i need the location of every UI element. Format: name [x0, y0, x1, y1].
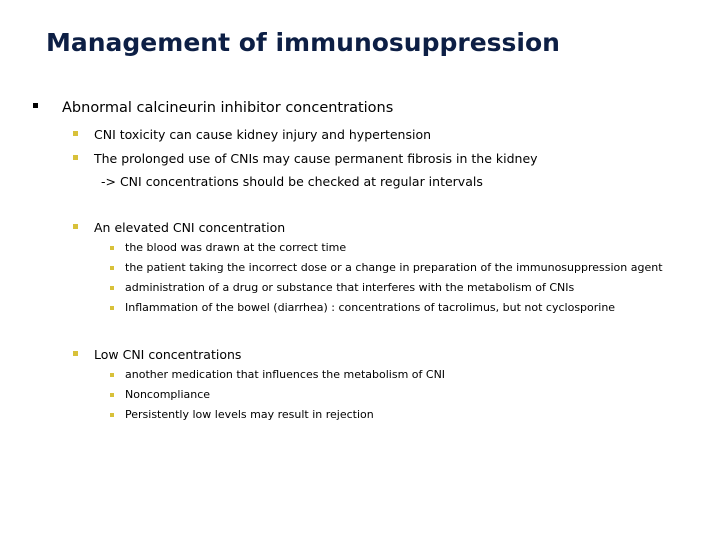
bullet-marker [110, 266, 114, 270]
bullet-marker [73, 224, 78, 229]
elevated-item: Inflammation of the bowel (diarrhea) : concentrations of tacrolimus, but not cyclosporine [125, 301, 616, 314]
bullet-marker [33, 103, 38, 108]
elevated-item: the blood was drawn at the correct time [125, 241, 347, 254]
elevated-item: administration of a drug or substance that interferes with the metabolism of CNIs [125, 281, 575, 294]
bullet-marker [110, 393, 114, 397]
slide-title: Management of immunosuppression [46, 28, 560, 57]
bullet-level1: Abnormal calcineurin inhibitor concentrations [62, 100, 394, 116]
low-item: another medication that influences the metabolism of CNI [125, 368, 446, 381]
bullet-point: CNI toxicity can cause kidney injury and hypertension [94, 127, 432, 142]
bullet-marker [110, 373, 114, 377]
elevated-item: the patient taking the incorrect dose or a change in preparation of the immunosuppression agent [125, 261, 663, 274]
bullet-continuation: -> CNI concentrations should be checked at regular intervals [101, 174, 483, 189]
low-item: Noncompliance [125, 388, 211, 401]
bullet-point: The prolonged use of CNIs may cause permanent fibrosis in the kidney [94, 151, 538, 166]
bullet-marker [110, 286, 114, 290]
bullet-marker [73, 351, 78, 356]
bullet-marker [110, 306, 114, 310]
low-heading: Low CNI concentrations [94, 347, 242, 362]
bullet-marker [110, 413, 114, 417]
bullet-marker [110, 246, 114, 250]
bullet-marker [73, 155, 78, 160]
bullet-marker [73, 131, 78, 136]
low-item: Persistently low levels may result in rejection [125, 408, 374, 421]
elevated-heading: An elevated CNI concentration [94, 220, 286, 235]
